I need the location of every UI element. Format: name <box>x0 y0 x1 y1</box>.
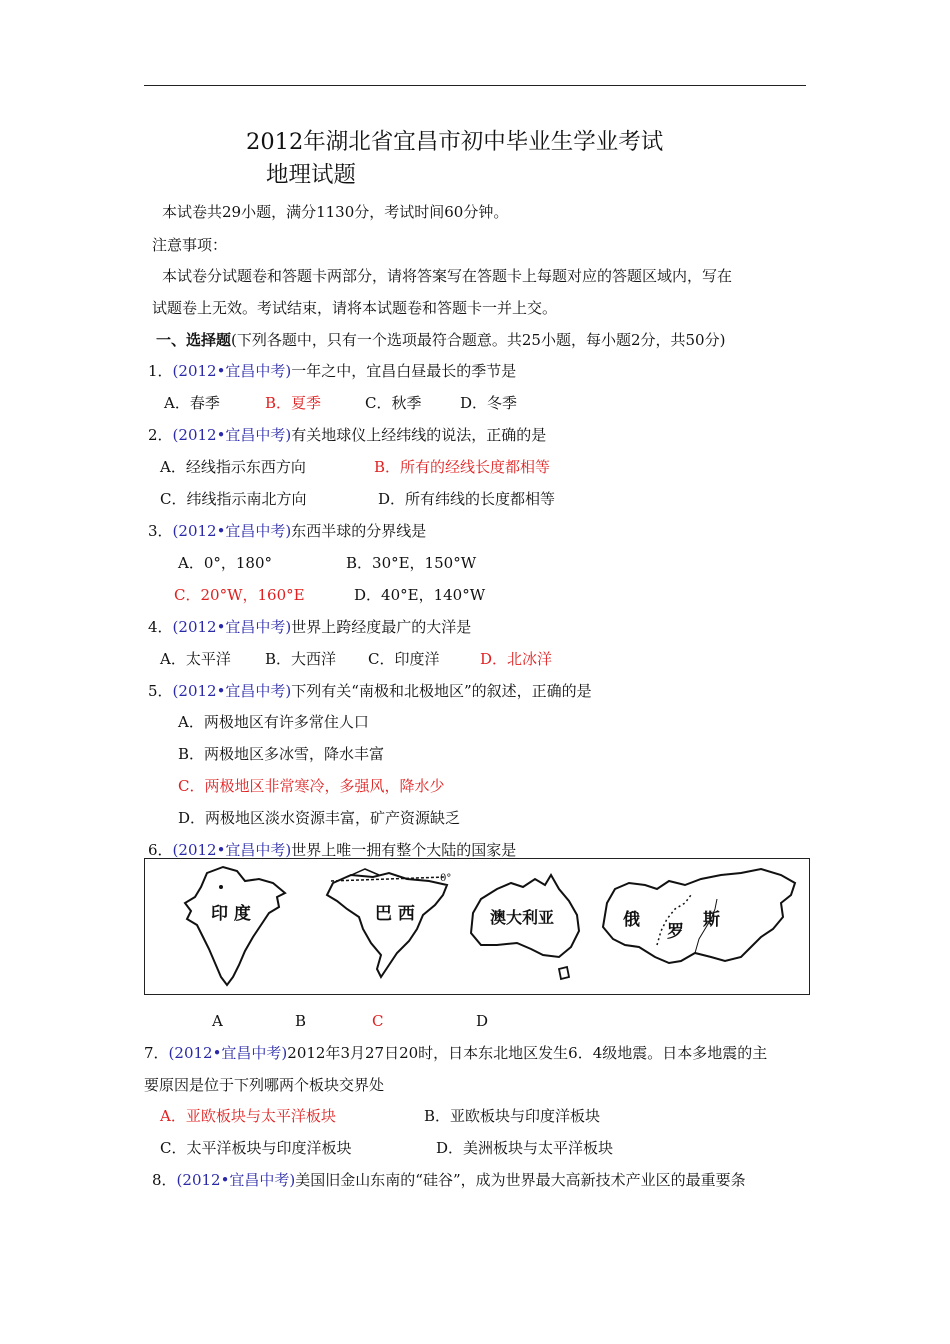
q7-option-c: C．太平洋板块与印度洋板块 <box>160 1139 352 1157</box>
country-maps-figure <box>144 858 810 995</box>
source-tag: (2012•宜昌中考) <box>172 522 292 540</box>
q7-option-a-answer: A．亚欧板块与太平洋板块 <box>160 1107 336 1125</box>
q1-option-c: C．秋季 <box>365 394 422 412</box>
source-tag: (2012•宜昌中考) <box>176 1171 296 1189</box>
india-label: 印 度 <box>211 904 251 924</box>
q4-option-d-answer: D．北冰洋 <box>480 650 553 668</box>
q4-option-c: C．印度洋 <box>368 650 440 668</box>
question-number: 8． <box>152 1171 177 1189</box>
q4-option-a: A．太平洋 <box>160 650 231 668</box>
india-map <box>185 867 285 985</box>
source-tag: (2012•宜昌中考) <box>172 618 292 636</box>
notice-line-1: 本试卷分试题卷和答题卡两部分，请将答案写在答题卡上每题对应的答题区域内，写在 <box>162 267 733 285</box>
question-number: 2． <box>148 426 173 444</box>
source-tag: (2012•宜昌中考) <box>172 841 292 859</box>
q4-option-b: B．大西洋 <box>265 650 337 668</box>
notice-line-2: 试题卷上无效。考试结束，请将本试题卷和答题卡一并上交。 <box>152 299 558 317</box>
source-tag: (2012•宜昌中考) <box>172 362 292 380</box>
question-6-stem <box>148 840 516 860</box>
q2-option-d: D．所有纬线的长度都相等 <box>378 490 556 508</box>
q7-option-b: B．亚欧板块与印度洋板块 <box>424 1107 601 1125</box>
q6-option-a: A <box>212 1012 223 1030</box>
question-text: 世界上跨经度最广的大洋是 <box>291 618 472 636</box>
question-2-stem <box>148 425 546 445</box>
question-3-stem <box>148 521 426 541</box>
question-text: 世界上唯一拥有整个大陆的国家是 <box>291 841 517 859</box>
source-tag: (2012•宜昌中考) <box>168 1044 288 1062</box>
australia-map <box>471 875 579 979</box>
question-1-stem <box>148 361 516 381</box>
q2-option-a: A．经线指示东西方向 <box>160 458 306 476</box>
source-tag: (2012•宜昌中考) <box>172 426 292 444</box>
q3-option-a: A．0°，180° <box>178 554 273 572</box>
page-title: 2012年湖北省宜昌市初中毕业生学业考试 <box>246 129 664 155</box>
question-7-stem-line-2: 要原因是位于下列哪两个板块交界处 <box>144 1076 385 1094</box>
russia-map <box>603 869 795 963</box>
section-heading <box>156 330 725 350</box>
question-number: 4． <box>148 618 173 636</box>
question-8-stem <box>152 1170 746 1190</box>
australia-label: 澳大利亚 <box>490 908 555 927</box>
question-4-stem <box>148 617 471 637</box>
question-text: 东西半球的分界线是 <box>291 522 427 540</box>
question-number: 6． <box>148 841 173 859</box>
question-text: 美国旧金山东南的“硅谷”，成为世界最大高新技术产业区的最重要条 <box>295 1171 746 1189</box>
russia-label-2: 罗 <box>667 922 684 942</box>
q6-option-c-answer: C <box>372 1012 384 1030</box>
q6-option-d: D <box>476 1012 489 1030</box>
q1-option-a: A．春季 <box>164 394 220 412</box>
question-number: 3． <box>148 522 173 540</box>
q2-option-b-answer: B．所有的经线长度都相等 <box>374 458 551 476</box>
brazil-map <box>327 869 451 977</box>
section-desc: (下列各题中，只有一个选项最符合题意。共25小题，每小题2分，共50分) <box>231 331 726 349</box>
q5-option-d: D．两极地区淡水资源丰富，矿产资源缺乏 <box>178 809 461 827</box>
question-text: 有关地球仪上经纬线的说法，正确的是 <box>291 426 547 444</box>
q1-option-b-answer: B．夏季 <box>265 394 322 412</box>
question-5-stem <box>148 681 592 701</box>
question-text: 2012年3月27日20时，日本东北地区发生6．4级地震。日本多地震的主 <box>287 1044 768 1062</box>
page-subtitle: 地理试题 <box>266 162 357 188</box>
q5-option-b: B．两极地区多冰雪，降水丰富 <box>178 745 385 763</box>
section-label: 一、选择题 <box>156 331 232 349</box>
q7-option-d: D．美洲板块与太平洋板块 <box>436 1139 614 1157</box>
header-rule <box>144 85 806 86</box>
brazil-label: 巴 西 <box>375 904 415 924</box>
intro-text: 本试卷共29小题，满分1130分，考试时间60分钟。 <box>162 203 509 221</box>
question-text: 下列有关“南极和北极地区”的叙述，正确的是 <box>291 682 592 700</box>
question-text: 一年之中，宜昌白昼最长的季节是 <box>291 362 517 380</box>
small-mark: 0° <box>440 873 452 884</box>
question-7-stem <box>144 1043 767 1063</box>
q1-option-d: D．冬季 <box>460 394 518 412</box>
q5-option-a: A．两极地区有许多常住人口 <box>178 713 369 731</box>
question-number: 7． <box>144 1044 169 1062</box>
q5-option-c-answer: C．两极地区非常寒冷，多强风，降水少 <box>178 777 445 795</box>
q3-option-b: B．30°E，150°W <box>346 554 477 572</box>
country-maps-svg <box>145 859 811 996</box>
q3-option-c-answer: C．20°W，160°E <box>174 586 305 604</box>
q6-option-b: B <box>295 1012 307 1030</box>
russia-label-1: 俄 <box>623 910 640 930</box>
question-number: 5． <box>148 682 173 700</box>
question-number: 1． <box>148 362 173 380</box>
q3-option-d: D．40°E，140°W <box>354 586 486 604</box>
q2-option-c: C．纬线指示南北方向 <box>160 490 307 508</box>
notice-heading: 注意事项： <box>152 236 228 254</box>
russia-label-3: 斯 <box>703 910 720 930</box>
source-tag: (2012•宜昌中考) <box>172 682 292 700</box>
